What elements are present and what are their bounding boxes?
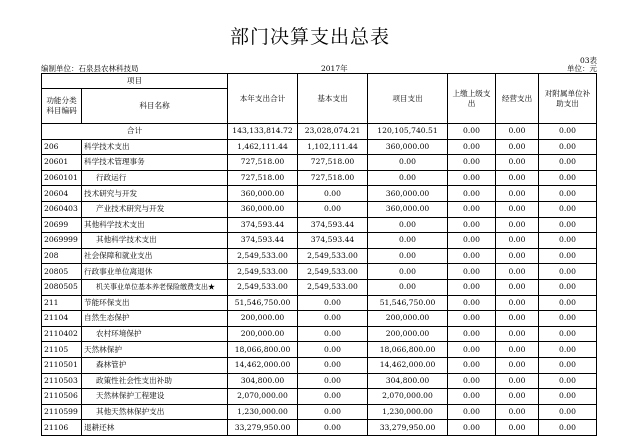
code-cell: 20805	[42, 264, 82, 280]
total-label: 合计	[42, 124, 228, 140]
basic-cell: 1,102,111.44	[298, 139, 368, 155]
table-row	[42, 404, 597, 420]
code-cell: 20601	[42, 155, 82, 171]
expenditure-table	[41, 73, 597, 436]
business-cell: 0.00	[496, 248, 539, 264]
currency-unit: 单位：元	[567, 64, 597, 73]
code-cell: 21104	[42, 311, 82, 327]
total-cell: 1,230,000.00	[228, 404, 298, 420]
upper-cell: 0.00	[448, 373, 496, 389]
subject-name-cell: 其他科学技术支出	[82, 217, 228, 233]
table-row	[42, 373, 597, 389]
subject-name-cell: 农村环境保护	[82, 326, 228, 342]
total-cell: 2,549,533.00	[228, 264, 298, 280]
subject-name-cell: 技术研究与开发	[82, 186, 228, 202]
code-cell: 211	[42, 295, 82, 311]
business-cell: 0.00	[496, 139, 539, 155]
header-basic: 基本支出	[298, 74, 368, 124]
table-row	[42, 311, 597, 327]
upper-cell: 0.00	[448, 326, 496, 342]
project-cell: 0.00	[368, 155, 448, 171]
basic-cell: 0.00	[298, 389, 368, 405]
basic-cell: 727,518.00	[298, 170, 368, 186]
subsidy-cell: 0.00	[539, 357, 597, 373]
total-cell: 2,549,533.00	[228, 248, 298, 264]
business-cell: 0.00	[496, 389, 539, 405]
basic-cell: 0.00	[298, 295, 368, 311]
subject-name-cell: 其他天然林保护支出	[82, 404, 228, 420]
header-upper: 上缴上级支出	[448, 74, 496, 124]
code-cell: 2110503	[42, 373, 82, 389]
subject-name-cell: 社会保障和就业支出	[82, 248, 228, 264]
total-cell: 200,000.00	[228, 326, 298, 342]
upper-cell: 0.00	[448, 342, 496, 358]
upper-cell: 0.00	[448, 155, 496, 171]
project-cell: 51,546,750.00	[368, 295, 448, 311]
subject-name-cell: 机关事业单位基本养老保险缴费支出★	[82, 279, 228, 295]
subject-name-cell: 政策性社会性支出补助	[82, 373, 228, 389]
basic-cell: 0.00	[298, 201, 368, 217]
project-cell: 360,000.00	[368, 139, 448, 155]
total-cell: 143,133,814.72	[228, 124, 298, 140]
total-cell: 727,518.00	[228, 170, 298, 186]
code-cell: 20699	[42, 217, 82, 233]
header-total: 本年支出合计	[228, 74, 298, 124]
subsidy-cell: 0.00	[539, 155, 597, 171]
header-subsidy: 对附属单位补助支出	[539, 74, 597, 124]
upper-cell: 0.00	[448, 311, 496, 327]
table-row	[42, 326, 597, 342]
business-cell: 0.00	[496, 357, 539, 373]
basic-cell: 23,028,074.21	[298, 124, 368, 140]
code-cell: 2080505	[42, 279, 82, 295]
subsidy-cell: 0.00	[539, 248, 597, 264]
business-cell: 0.00	[496, 342, 539, 358]
business-cell: 0.00	[496, 279, 539, 295]
basic-cell: 2,549,533.00	[298, 248, 368, 264]
subject-name-cell: 自然生态保护	[82, 311, 228, 327]
subsidy-cell: 0.00	[539, 170, 597, 186]
project-cell: 2,070,000.00	[368, 389, 448, 405]
table-row	[42, 155, 597, 171]
business-cell: 0.00	[496, 233, 539, 249]
subsidy-cell: 0.00	[539, 217, 597, 233]
subject-name-cell: 天然林保护	[82, 342, 228, 358]
subject-name-cell: 行政事业单位离退休	[82, 264, 228, 280]
project-cell: 200,000.00	[368, 311, 448, 327]
subsidy-cell: 0.00	[539, 326, 597, 342]
code-cell: 21106	[42, 420, 82, 436]
business-cell: 0.00	[496, 170, 539, 186]
upper-cell: 0.00	[448, 201, 496, 217]
upper-cell: 0.00	[448, 233, 496, 249]
header-project: 项目支出	[368, 74, 448, 124]
basic-cell: 0.00	[298, 357, 368, 373]
table-row	[42, 233, 597, 249]
basic-cell: 0.00	[298, 311, 368, 327]
business-cell: 0.00	[496, 186, 539, 202]
subsidy-cell: 0.00	[539, 186, 597, 202]
code-cell: 2110501	[42, 357, 82, 373]
business-cell: 0.00	[496, 420, 539, 436]
basic-cell: 0.00	[298, 373, 368, 389]
total-cell: 2,070,000.00	[228, 389, 298, 405]
code-cell: 208	[42, 248, 82, 264]
business-cell: 0.00	[496, 264, 539, 280]
upper-cell: 0.00	[448, 279, 496, 295]
project-cell: 1,230,000.00	[368, 404, 448, 420]
total-cell: 14,462,000.00	[228, 357, 298, 373]
upper-cell: 0.00	[448, 404, 496, 420]
upper-cell: 0.00	[448, 420, 496, 436]
code-cell: 2110599	[42, 404, 82, 420]
basic-cell: 0.00	[298, 342, 368, 358]
subject-name-cell: 科学技术支出	[82, 139, 228, 155]
table-row	[42, 389, 597, 405]
subject-name-cell: 产业技术研究与开发	[82, 201, 228, 217]
total-cell: 374,593.44	[228, 233, 298, 249]
table-row	[42, 279, 597, 295]
total-cell: 33,279,950.00	[228, 420, 298, 436]
business-cell: 0.00	[496, 326, 539, 342]
upper-cell: 0.00	[448, 264, 496, 280]
project-cell: 360,000.00	[368, 186, 448, 202]
code-cell: 2069999	[42, 233, 82, 249]
business-cell: 0.00	[496, 217, 539, 233]
basic-cell: 727,518.00	[298, 155, 368, 171]
business-cell: 0.00	[496, 124, 539, 140]
table-row	[42, 248, 597, 264]
subsidy-cell: 0.00	[539, 201, 597, 217]
basic-cell: 2,549,533.00	[298, 279, 368, 295]
header-code: 功能分类科目编码	[42, 89, 82, 124]
subject-name-cell: 其他科学技术支出	[82, 233, 228, 249]
code-cell: 21105	[42, 342, 82, 358]
subject-name-cell: 森林管护	[82, 357, 228, 373]
subsidy-cell: 0.00	[539, 124, 597, 140]
project-cell: 120,105,740.51	[368, 124, 448, 140]
project-cell: 360,000.00	[368, 201, 448, 217]
project-cell: 0.00	[368, 279, 448, 295]
project-cell: 200,000.00	[368, 326, 448, 342]
table-number: 03表	[579, 56, 597, 65]
upper-cell: 0.00	[448, 389, 496, 405]
total-row	[42, 124, 597, 140]
table-row	[42, 217, 597, 233]
code-cell: 206	[42, 139, 82, 155]
total-cell: 727,518.00	[228, 155, 298, 171]
business-cell: 0.00	[496, 155, 539, 171]
report-year: 2017年	[321, 64, 348, 73]
total-cell: 51,546,750.00	[228, 295, 298, 311]
total-cell: 374,593.44	[228, 217, 298, 233]
business-cell: 0.00	[496, 373, 539, 389]
project-cell: 304,800.00	[368, 373, 448, 389]
subsidy-cell: 0.00	[539, 264, 597, 280]
project-cell: 0.00	[368, 170, 448, 186]
project-cell: 14,462,000.00	[368, 357, 448, 373]
subject-name-cell: 科学技术管理事务	[82, 155, 228, 171]
basic-cell: 0.00	[298, 186, 368, 202]
upper-cell: 0.00	[448, 248, 496, 264]
upper-cell: 0.00	[448, 139, 496, 155]
subsidy-cell: 0.00	[539, 139, 597, 155]
total-cell: 2,549,533.00	[228, 279, 298, 295]
business-cell: 0.00	[496, 295, 539, 311]
header-item: 项目	[42, 74, 228, 89]
subject-name-cell: 节能环保支出	[82, 295, 228, 311]
table-row	[42, 420, 597, 436]
basic-cell: 374,593.44	[298, 233, 368, 249]
code-cell: 2110402	[42, 326, 82, 342]
total-cell: 200,000.00	[228, 311, 298, 327]
subsidy-cell: 0.00	[539, 311, 597, 327]
business-cell: 0.00	[496, 311, 539, 327]
upper-cell: 0.00	[448, 295, 496, 311]
project-cell: 0.00	[368, 264, 448, 280]
subsidy-cell: 0.00	[539, 295, 597, 311]
basic-cell: 2,549,533.00	[298, 264, 368, 280]
table-row	[42, 342, 597, 358]
project-cell: 18,066,800.00	[368, 342, 448, 358]
business-cell: 0.00	[496, 201, 539, 217]
basic-cell: 0.00	[298, 404, 368, 420]
header-business: 经营支出	[496, 74, 539, 124]
subsidy-cell: 0.00	[539, 373, 597, 389]
basic-cell: 0.00	[298, 420, 368, 436]
upper-cell: 0.00	[448, 124, 496, 140]
project-cell: 0.00	[368, 233, 448, 249]
project-cell: 0.00	[368, 217, 448, 233]
subsidy-cell: 0.00	[539, 420, 597, 436]
subject-name-cell: 退耕还林	[82, 420, 228, 436]
code-cell: 20604	[42, 186, 82, 202]
total-cell: 1,462,111.44	[228, 139, 298, 155]
total-cell: 360,000.00	[228, 186, 298, 202]
total-cell: 360,000.00	[228, 201, 298, 217]
table-row	[42, 186, 597, 202]
header-subject: 科目名称	[82, 89, 228, 124]
business-cell: 0.00	[496, 404, 539, 420]
total-cell: 18,066,800.00	[228, 342, 298, 358]
project-cell: 33,279,950.00	[368, 420, 448, 436]
table-row	[42, 357, 597, 373]
subsidy-cell: 0.00	[539, 233, 597, 249]
project-cell: 0.00	[368, 248, 448, 264]
subject-name-cell: 天然林保护工程建设	[82, 389, 228, 405]
table-row	[42, 201, 597, 217]
table-row	[42, 170, 597, 186]
subject-name-cell: 行政运行	[82, 170, 228, 186]
subsidy-cell: 0.00	[539, 389, 597, 405]
upper-cell: 0.00	[448, 186, 496, 202]
subsidy-cell: 0.00	[539, 342, 597, 358]
table-row	[42, 295, 597, 311]
subsidy-cell: 0.00	[539, 279, 597, 295]
reporting-unit: 编制单位：石泉县农林科技局	[41, 64, 139, 73]
upper-cell: 0.00	[448, 357, 496, 373]
subsidy-cell: 0.00	[539, 404, 597, 420]
code-cell: 2060101	[42, 170, 82, 186]
total-cell: 304,800.00	[228, 373, 298, 389]
upper-cell: 0.00	[448, 170, 496, 186]
table-row	[42, 264, 597, 280]
basic-cell: 0.00	[298, 326, 368, 342]
table-row	[42, 139, 597, 155]
code-cell: 2110506	[42, 389, 82, 405]
upper-cell: 0.00	[448, 217, 496, 233]
code-cell: 2060403	[42, 201, 82, 217]
report-title: 部门决算支出总表	[229, 26, 390, 48]
basic-cell: 374,593.44	[298, 217, 368, 233]
